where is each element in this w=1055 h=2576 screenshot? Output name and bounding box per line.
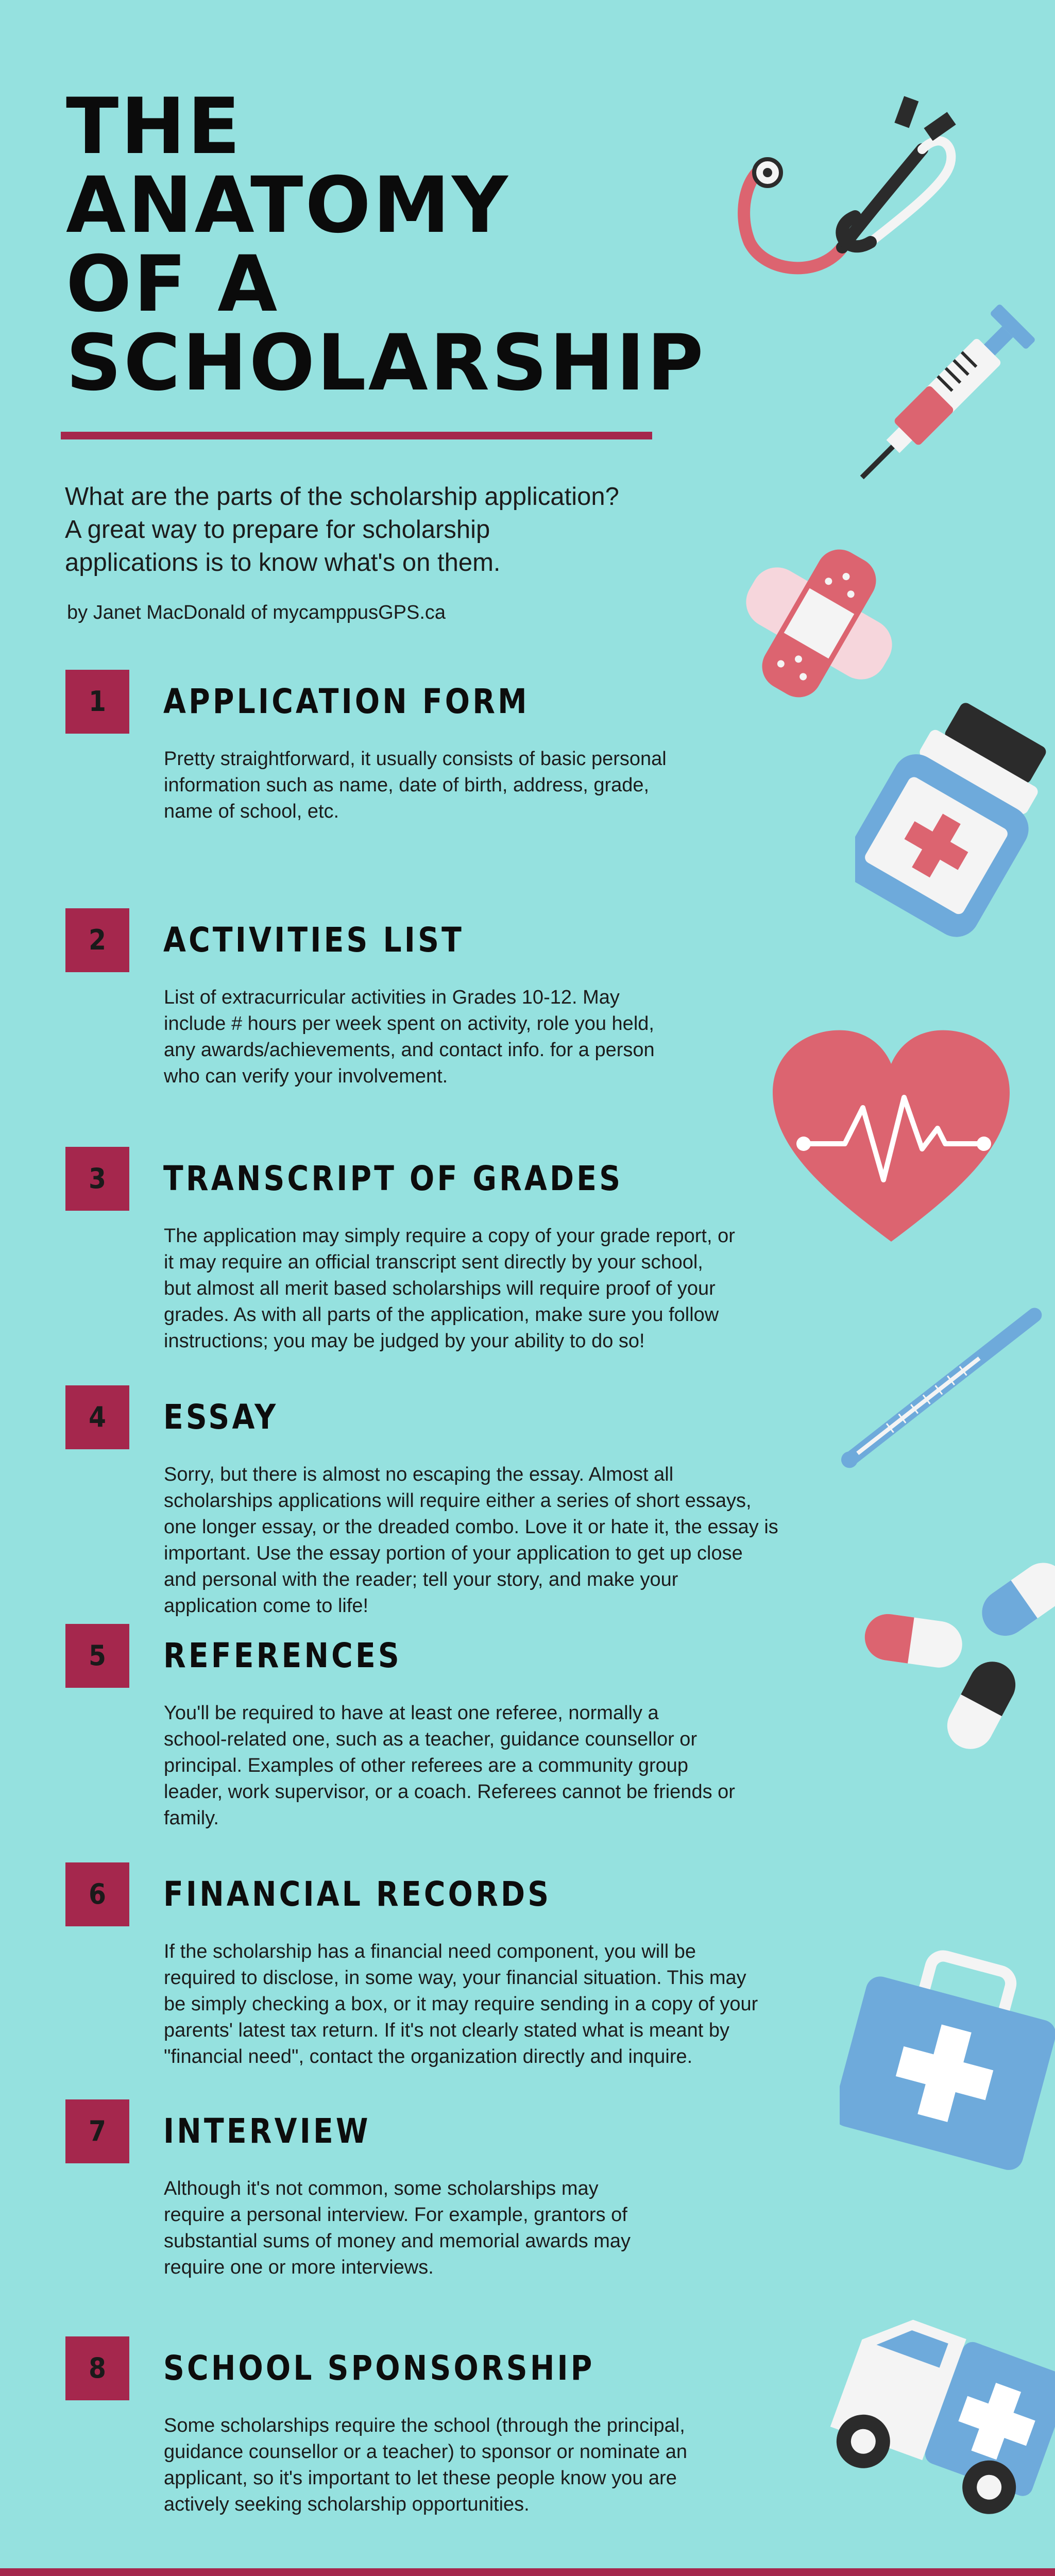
page-title [66, 82, 736, 408]
title-line-2: ANATOMY [66, 161, 510, 250]
thermometer-icon [835, 1288, 1055, 1484]
section-body-line: required to disclose, in some way, your financial situation. This may [164, 1967, 746, 1989]
title-line-4: SCHOLARSHIP [66, 318, 706, 408]
section-body-line: be simply checking a box, or it may require sending in a copy of your [164, 1993, 758, 2015]
section-body-line: who can verify your involvement. [164, 1065, 448, 1087]
section-body [164, 2176, 895, 2281]
medicine-bottle-icon [855, 696, 1055, 938]
section-heading: INTERVIEW [163, 2111, 371, 2151]
section-number-badge: 6 [65, 1862, 129, 1926]
section-body-line: principal. Examples of other referees are a community group [164, 1755, 689, 1776]
section-heading: ESSAY [163, 1397, 279, 1437]
ambulance-icon [824, 2293, 1055, 2514]
section-body-line: family. [164, 1807, 219, 1829]
section-body [164, 1462, 895, 1619]
section-body-line: any awards/achievements, and contact info. for a person [164, 1039, 655, 1061]
byline: by Janet MacDonald of mycamppusGPS.ca [67, 602, 446, 623]
section-body-line: applicant, so it's important to let these people know you are [164, 2467, 677, 2489]
section-body-line: name of school, etc. [164, 801, 339, 822]
section-body-line: grades. As with all parts of the application, make sure you follow [164, 1304, 719, 1326]
section-body-line: "financial need", contact the organization directly and inquire. [164, 2046, 693, 2067]
section-body-line: Although it's not common, some scholarships may [164, 2178, 599, 2199]
section-number-badge: 7 [65, 2099, 129, 2163]
section-interview [0, 2099, 876, 2306]
section-body-line: school-related one, such as a teacher, guidance counsellor or [164, 1728, 697, 1750]
section-body-line: include # hours per week spent on activity, role you held, [164, 1013, 654, 1035]
section-number-badge: 8 [65, 2336, 129, 2400]
section-heading: FINANCIAL RECORDS [163, 1874, 552, 1914]
section-body-line: application come to life! [164, 1595, 369, 1617]
section-heading: APPLICATION FORM [163, 682, 530, 721]
syringe-icon [845, 278, 1055, 495]
section-body [164, 1700, 895, 1832]
section-body-line: You'll be required to have at least one referee, normally a [164, 1702, 659, 1724]
section-body-line: guidance counsellor or a teacher) to sponsor or nominate an [164, 2441, 688, 2463]
section-body [164, 746, 895, 825]
section-heading: SCHOOL SPONSORSHIP [163, 2348, 595, 2388]
section-body-line: substantial sums of money and memorial awards may [164, 2230, 631, 2252]
intro-line-1: What are the parts of the scholarship application? [65, 483, 619, 511]
section-body-line: important. Use the essay portion of your application to get up close [164, 1543, 743, 1564]
section-body-line: it may require an official transcript sent directly by your school, [164, 1251, 703, 1273]
intro-text [65, 480, 735, 579]
section-body-line: If the scholarship has a financial need component, you will be [164, 1941, 696, 1962]
section-body-line: one longer essay, or the dreaded combo. Love it or hate it, the essay is [164, 1516, 778, 1538]
section-body-line: instructions; you may be judged by your ability to do so! [164, 1330, 645, 1352]
section-body-line: parents' latest tax return. If it's not clearly stated what is meant by [164, 2020, 730, 2041]
section-references [0, 1624, 876, 1830]
section-number-badge: 1 [65, 670, 129, 734]
section-transcript-of-grades [0, 1147, 876, 1353]
section-heading: ACTIVITIES LIST [163, 920, 465, 960]
section-body-line: actively seeking scholarship opportunities. [164, 2494, 530, 2515]
intro-line-2: A great way to prepare for scholarship [65, 516, 490, 544]
section-body-line: but almost all merit based scholarships will require proof of your [164, 1278, 716, 1299]
section-school-sponsorship [0, 2336, 876, 2543]
section-body-line: information such as name, date of birth, address, grade, [164, 774, 650, 796]
section-body [164, 1939, 895, 2070]
stethoscope-icon [701, 88, 974, 304]
section-number-badge: 2 [65, 908, 129, 972]
heart-pulse-icon [768, 1025, 1015, 1252]
section-number-badge: 3 [65, 1147, 129, 1211]
section-body [164, 2413, 895, 2518]
section-body-line: require one or more interviews. [164, 2257, 434, 2278]
section-activities-list [0, 908, 876, 1114]
section-financial-records [0, 1862, 876, 2069]
section-number-badge: 4 [65, 1385, 129, 1449]
title-line-3: OF A [66, 240, 280, 329]
section-number-badge: 5 [65, 1624, 129, 1688]
intro-line-3: applications is to know what's on them. [65, 549, 501, 577]
title-line-1: THE [66, 82, 243, 172]
title-divider [61, 432, 652, 439]
section-body-line: Pretty straightforward, it usually consists of basic personal [164, 748, 667, 770]
section-heading: TRANSCRIPT OF GRADES [163, 1159, 623, 1198]
section-body-line: Some scholarships require the school (through the principal, [164, 2415, 685, 2436]
pills-icon [855, 1556, 1055, 1772]
footer-banner [0, 2568, 1055, 2576]
section-body-line: leader, work supervisor, or a coach. Referees cannot be friends or [164, 1781, 735, 1803]
section-body-line: scholarships applications will require either a series of short essays, [164, 1490, 752, 1512]
section-body-line: and personal with the reader; tell your story, and make your [164, 1569, 678, 1590]
section-body-line: require a personal interview. For example, grantors of [164, 2204, 627, 2226]
bandage-icon [721, 526, 917, 721]
section-body-line: Sorry, but there is almost no escaping the essay. Almost all [164, 1464, 674, 1485]
first-aid-kit-icon [840, 1937, 1055, 2174]
section-heading: REFERENCES [163, 1636, 402, 1675]
section-essay [0, 1385, 876, 1617]
section-body-line: The application may simply require a copy of your grade report, or [164, 1225, 735, 1247]
section-body-line: List of extracurricular activities in Grades 10-12. May [164, 987, 620, 1008]
